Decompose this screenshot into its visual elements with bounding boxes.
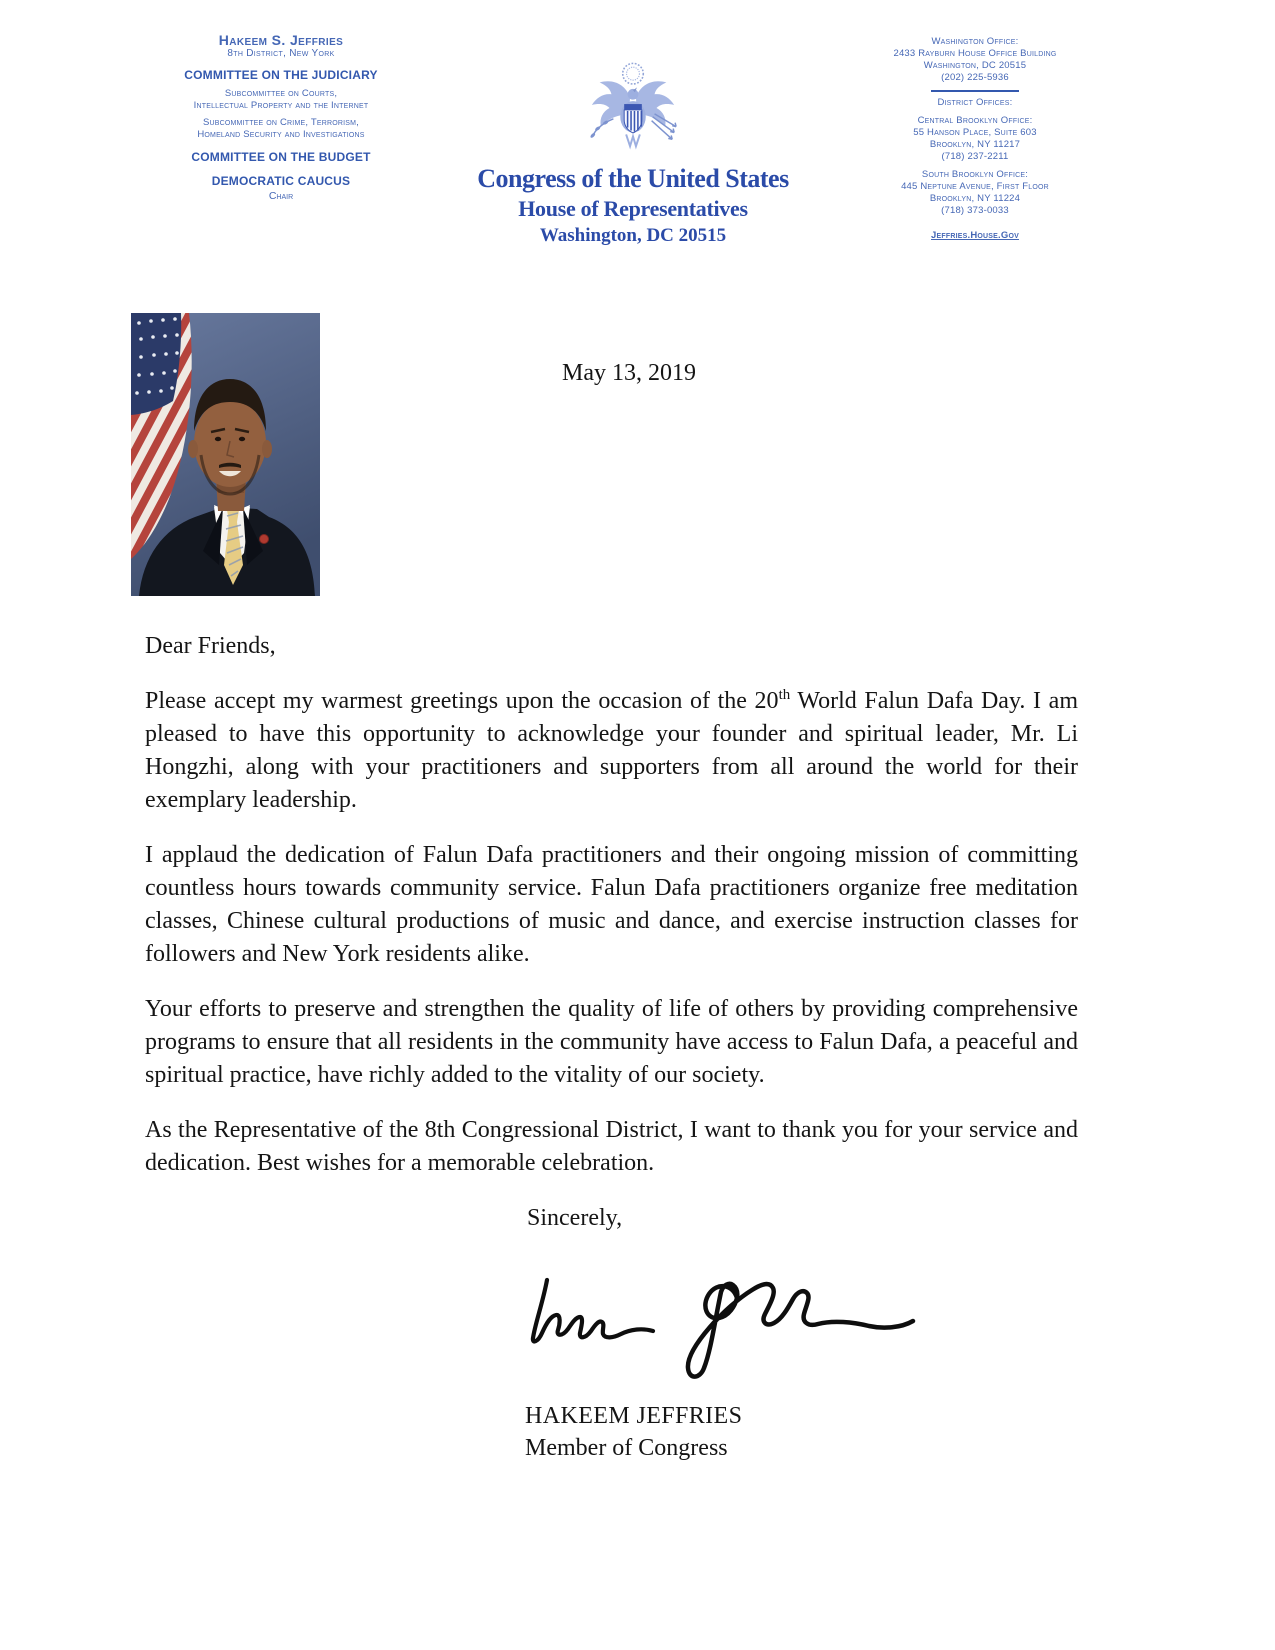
portrait-illustration bbox=[131, 313, 320, 596]
south-address-1: 445 Neptune Avenue, First Floor bbox=[901, 181, 1049, 192]
paragraph-3: Your efforts to preserve and strengthen the quality of life of others by providing comprehensive programs to ensure that all residents in the community have access to Falun Dafa, a peaceful and spiritual practice, have richly added to the vitality of our society. bbox=[145, 996, 1078, 1088]
district-line: 8th District, New York bbox=[227, 48, 335, 59]
central-office-label: Central Brooklyn Office: bbox=[917, 115, 1033, 126]
letterhead-divider bbox=[931, 90, 1019, 92]
signoff: Sincerely, bbox=[527, 1205, 623, 1231]
ordinal-superscript: th bbox=[778, 687, 791, 703]
subcommittee-crime bbox=[150, 117, 412, 141]
washington-address-2: Washington, DC 20515 bbox=[923, 60, 1027, 71]
south-office-label: South Brooklyn Office: bbox=[921, 169, 1029, 180]
paragraph-4: As the Representative of the 8th Congressional District, I want to thank you for your service and dedication. Best wishes for a memorable celebration. bbox=[145, 1117, 1078, 1176]
house-subtitle: House of Representatives bbox=[518, 196, 748, 221]
south-address-2: Brooklyn, NY 11224 bbox=[929, 193, 1021, 204]
signature-scribble-icon bbox=[505, 1262, 925, 1397]
caucus-chair: Chair bbox=[268, 190, 294, 202]
subcommittee-crime-line1: Subcommittee on Crime, Terrorism, bbox=[202, 117, 360, 128]
paragraph-1-continued: World Falun Dafa Day. I am pleased to have this opportunity to acknowledge your founder and spiritual leader, Mr. Li Hongzhi, along with your practitioners and supporters from all around the world for their exemplary leadership. bbox=[145, 688, 1078, 813]
subcommittee-courts bbox=[150, 88, 412, 112]
washington-address-1: 2433 Rayburn House Office Building bbox=[893, 48, 1057, 59]
democratic-caucus: DEMOCRATIC CAUCUS bbox=[211, 174, 351, 188]
letterhead-left bbox=[150, 33, 412, 203]
subcommittee-crime-line2: Homeland Security and Investigations bbox=[197, 129, 365, 140]
subcommittee-courts-line1: Subcommittee on Courts, bbox=[224, 88, 338, 99]
south-phone: (718) 373-0033 bbox=[941, 205, 1009, 216]
congress-title: Congress of the United States bbox=[477, 164, 789, 193]
closing-block bbox=[525, 1400, 742, 1464]
central-address-1: 55 Hanson Place, Suite 603 bbox=[913, 127, 1037, 138]
member-portrait-photo bbox=[131, 313, 320, 596]
central-phone: (718) 237-2211 bbox=[941, 151, 1009, 162]
committee-budget: COMMITTEE ON THE BUDGET bbox=[191, 150, 371, 164]
closing-title: Member of Congress bbox=[525, 1435, 728, 1461]
website-text: Jeffries.House.Gov bbox=[931, 230, 1019, 241]
washington-line: Washington, DC 20515 bbox=[539, 225, 727, 246]
washington-phone: (202) 225-5936 bbox=[941, 72, 1009, 83]
letter-date: May 13, 2019 bbox=[562, 360, 696, 386]
paragraph-2: I applaud the dedication of Falun Dafa practitioners and their ongoing mission of committing countless hours towards community service. Falun Dafa practitioners organize free meditation classes, Chinese cultural productions of music and dance, and exercise instruction classes for followers and New York residents alike. bbox=[145, 842, 1078, 967]
letter-body bbox=[145, 630, 1078, 1257]
handwritten-signature bbox=[505, 1262, 925, 1397]
letterhead-center bbox=[418, 52, 848, 246]
district-offices-label: District Offices: bbox=[937, 97, 1013, 108]
central-brooklyn-office bbox=[830, 115, 1120, 163]
closing-name: HAKEEM JEFFRIES bbox=[525, 1403, 743, 1429]
committee-judiciary: COMMITTEE ON THE JUDICIARY bbox=[184, 68, 378, 82]
south-brooklyn-office bbox=[830, 169, 1120, 217]
paragraph-1-text: Please accept my warmest greetings upon the occasion of the 20 bbox=[145, 688, 779, 714]
paragraph-1 bbox=[145, 685, 1078, 817]
central-address-2: Brooklyn, NY 11217 bbox=[929, 139, 1021, 150]
washington-office-label: Washington Office: bbox=[931, 36, 1019, 47]
subcommittee-courts-line2: Intellectual Property and the Internet bbox=[193, 100, 369, 111]
house-eagle-seal-icon bbox=[584, 58, 682, 156]
letterhead-right bbox=[830, 36, 1120, 242]
member-name: Hakeem S. Jeffries bbox=[218, 32, 344, 48]
salutation: Dear Friends, bbox=[145, 633, 276, 659]
